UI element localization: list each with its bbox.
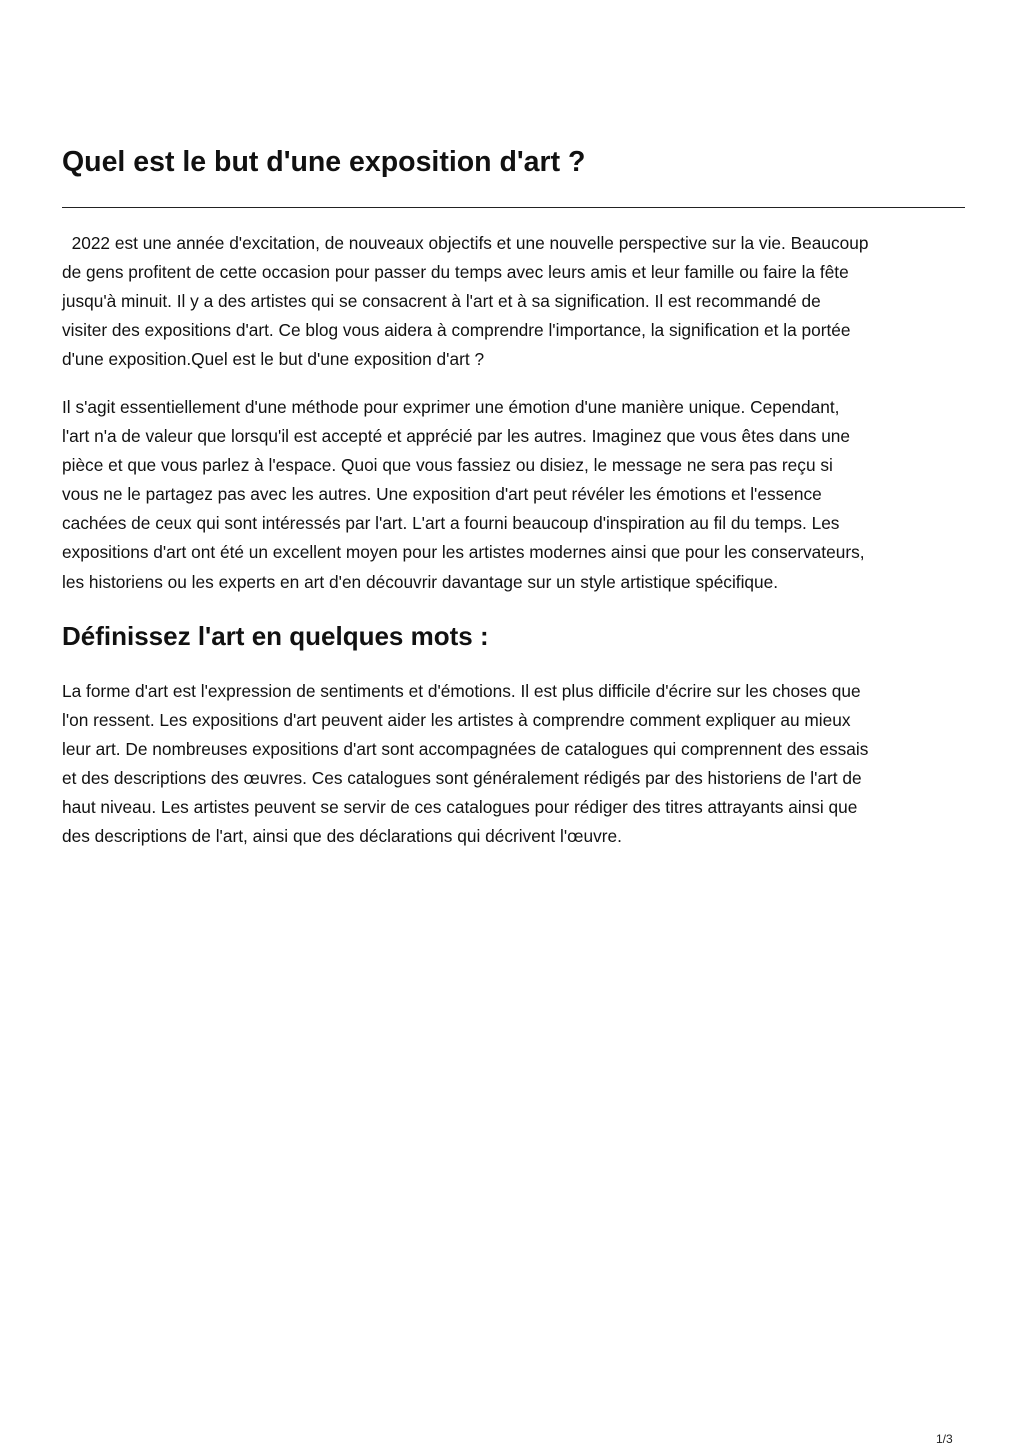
paragraph-line: visiter des expositions d'art. Ce blog vous aidera à comprendre l'importance, la signification et la portée — [62, 320, 851, 341]
paragraph-line: d'une exposition.Quel est le but d'une exposition d'art ? — [62, 349, 485, 370]
paragraph-line: et des descriptions des œuvres. Ces catalogues sont généralement rédigés par des historiens de l'art de — [62, 768, 862, 789]
paragraph-line: La forme d'art est l'expression de sentiments et d'émotions. Il est plus difficile d'écrire sur les choses que — [62, 681, 861, 701]
title-divider — [62, 207, 965, 208]
paragraph-line: les historiens ou les experts en art d'en découvrir davantage sur un style artistique spécifique. — [62, 571, 779, 592]
paragraph-line: haut niveau. Les artistes peuvent se servir de ces catalogues pour rédiger des titres attrayants ainsi que — [62, 797, 858, 818]
paragraph-line: 2022 est une année d'excitation, de nouveaux objectifs et une nouvelle perspective sur la vie. Beaucoup — [62, 233, 869, 253]
paragraph-line: jusqu'à minuit. Il y a des artistes qui se consacrent à l'art et à sa signification. Il est recommandé de — [62, 291, 821, 312]
document-title: Quel est le but d'une exposition d'art ? — [62, 146, 586, 178]
body-paragraph — [62, 393, 966, 597]
paragraph-line: expositions d'art ont été un excellent moyen pour les artistes modernes ainsi que pour les conservateurs, — [62, 542, 865, 563]
paragraph-line: Il s'agit essentiellement d'une méthode pour exprimer une émotion d'une manière unique. Cependant, — [62, 397, 840, 417]
paragraph-line: des descriptions de l'art, ainsi que des déclarations qui décrivent l'œuvre. — [62, 826, 622, 847]
paragraph-line: de gens profitent de cette occasion pour passer du temps avec leurs amis et leur famille ou faire la fête — [62, 262, 849, 283]
paragraph-line: l'art n'a de valeur que lorsqu'il est accepté et apprécié par les autres. Imaginez que vous êtes dans une — [62, 426, 851, 447]
paragraph-line: vous ne le partagez pas avec les autres. Une exposition d'art peut révéler les émotions et l'essence — [62, 484, 822, 505]
page-number: 1/3 — [936, 1432, 953, 1446]
intro-paragraph — [62, 229, 966, 374]
body-paragraph — [62, 677, 966, 852]
paragraph-line: pièce et que vous parlez à l'espace. Quoi que vous fassiez ou disiez, le message ne sera pas reçu si — [62, 455, 833, 476]
paragraph-line: l'on ressent. Les expositions d'art peuvent aider les artistes à comprendre comment expliquer au mieux — [62, 710, 851, 731]
paragraph-line: cachées de ceux qui sont intéressés par l'art. L'art a fourni beaucoup d'inspiration au fil du temps. Les — [62, 513, 840, 534]
paragraph-line: leur art. De nombreuses expositions d'art sont accompagnées de catalogues qui comprennent des essais — [62, 739, 869, 760]
section-heading: Définissez l'art en quelques mots : — [62, 621, 489, 651]
